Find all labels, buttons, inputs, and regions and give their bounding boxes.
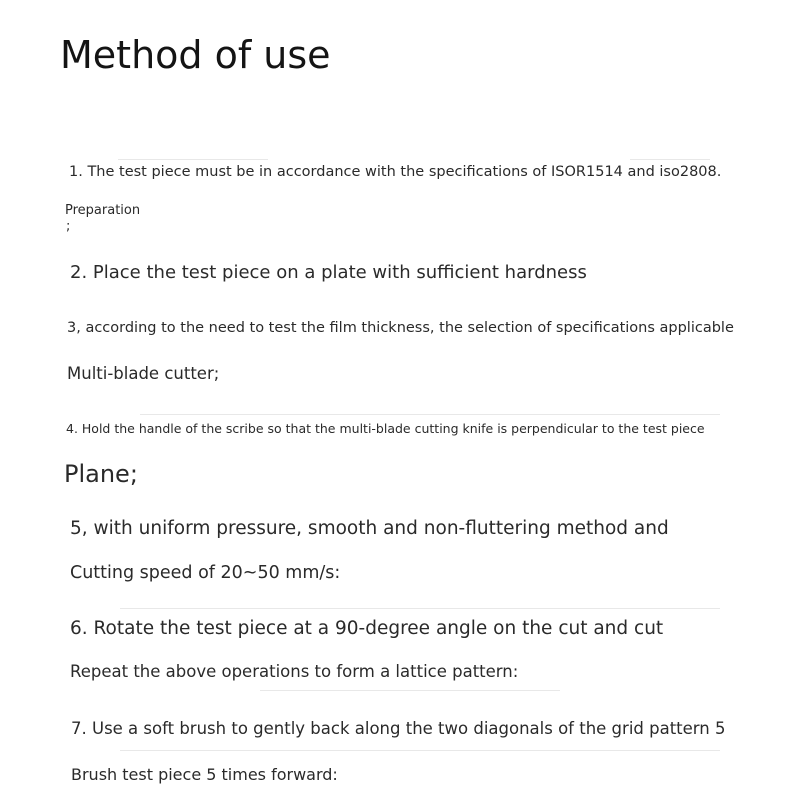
step-6-text: 6. Rotate the test piece at a 90-degree angle on the cut and cut [70, 618, 664, 639]
step-5-text: 5, with uniform pressure, smooth and non-fluttering method and [70, 518, 669, 539]
page-title: Method of use [60, 33, 331, 77]
scan-artifact [118, 159, 268, 160]
step-4-continuation: Plane; [64, 460, 138, 488]
step-6-continuation: Repeat the above operations to form a lattice pattern: [70, 662, 519, 681]
scan-artifact [260, 690, 560, 691]
step-1-semicolon: ; [66, 219, 71, 234]
scan-artifact [120, 608, 720, 609]
step-2-text: 2. Place the test piece on a plate with sufficient hardness [70, 262, 587, 283]
step-3-text: 3, according to the need to test the film thickness, the selection of specifications applicable [67, 320, 734, 336]
step-7-continuation: Brush test piece 5 times forward: [71, 765, 338, 784]
step-1-continuation: Preparation [65, 203, 141, 218]
step-7-text: 7. Use a soft brush to gently back along the two diagonals of the grid pattern 5 [71, 719, 726, 738]
scan-artifact [630, 159, 710, 160]
step-1-text: 1. The test piece must be in accordance with the specifications of ISOR1514 and iso2808. [69, 164, 722, 180]
step-5-continuation: Cutting speed of 20~50 mm/s: [70, 563, 341, 583]
step-4-text: 4. Hold the handle of the scribe so that the multi-blade cutting knife is perpendicular to the test piece [66, 421, 705, 436]
scan-artifact [140, 414, 720, 415]
step-3-continuation: Multi-blade cutter; [67, 364, 220, 383]
scan-artifact [120, 750, 720, 751]
